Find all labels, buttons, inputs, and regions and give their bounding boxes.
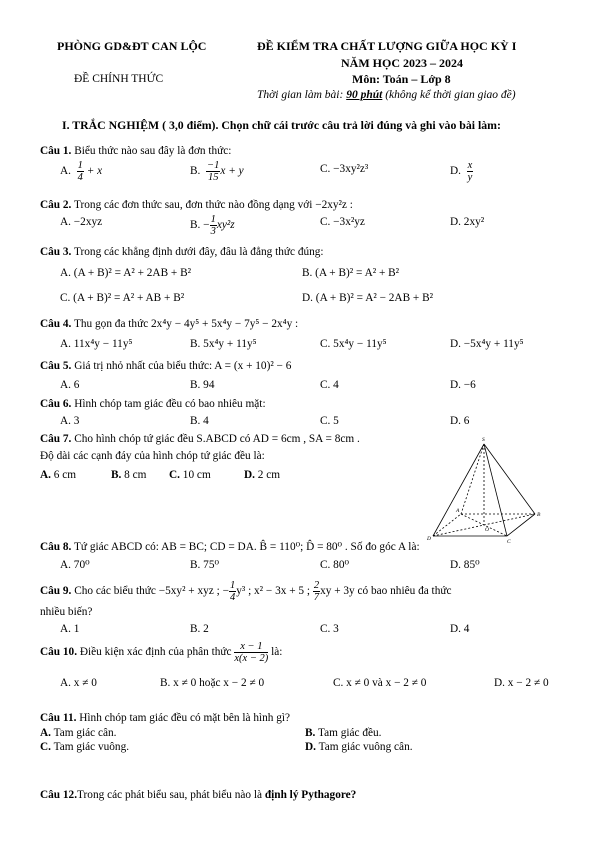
- q11-option-d: D. Tam giác vuông cân.: [305, 741, 413, 753]
- time-prefix: Thời gian làm bài:: [257, 89, 347, 101]
- q3-option-a: A. (A + B)² = A² + 2AB + B²: [60, 267, 192, 279]
- question-4: Câu 4. Thu gọn đa thức 2x⁴y − 4y⁵ + 5x⁴y − 7y⁵ − 2x⁴y :: [40, 318, 299, 330]
- q1-option-c: C. −3xy²z³: [320, 163, 369, 175]
- q9-option-b: B. 2: [190, 623, 209, 635]
- vertex-c: C: [507, 539, 511, 544]
- q11-option-a: A. Tam giác cân.: [40, 727, 117, 739]
- section-heading: I. TRẮC NGHIỆM ( 3,0 điểm). Chọn chữ cái trước câu trả lời đúng và ghi vào bài làm:: [62, 118, 501, 132]
- q4-option-d: D. −5x⁴y + 11y⁵: [450, 338, 524, 350]
- q2-option-a: A. −2xyz: [60, 216, 103, 228]
- q8-option-b: B. 75⁰: [190, 559, 220, 571]
- q10-option-d: D. x − 2 ≠ 0: [494, 677, 549, 689]
- question-6: Câu 6. Hình chóp tam giác đều có bao nhiêu mặt:: [40, 398, 266, 410]
- department-name: PHÒNG GD&ĐT CAN LỘC: [57, 39, 207, 53]
- question-3: Câu 3. Trong các khẳng định dưới đây, đâu là đẳng thức đúng:: [40, 246, 324, 258]
- q9-option-d: D. 4: [450, 623, 470, 635]
- q3-option-d: D. (A + B)² = A² − 2AB + B²: [302, 292, 434, 304]
- q10-option-b: B. x ≠ 0 hoặc x − 2 ≠ 0: [160, 677, 265, 689]
- q3-option-c: C. (A + B)² = A² + AB + B²: [60, 292, 185, 304]
- q3-option-b: B. (A + B)² = A² + B²: [302, 267, 400, 279]
- exam-title: ĐỀ KIỂM TRA CHẤT LƯỢNG GIỮA HỌC KỲ I: [257, 39, 517, 53]
- q11-option-c: C. Tam giác vuông.: [40, 741, 130, 753]
- question-12: Câu 12.Trong các phát biểu sau, phát biểu nào là định lý Pythagore?: [40, 789, 357, 801]
- q7-option-b: B. 8 cm: [111, 469, 147, 481]
- vertex-s: S: [482, 437, 485, 443]
- q4-option-b: B. 5x⁴y + 11y⁵: [190, 338, 257, 350]
- q6-option-b: B. 4: [190, 415, 209, 427]
- q1-option-a: A. $\frac{1}{4}$ + x: [60, 160, 103, 184]
- q6-option-a: A. 3: [60, 415, 80, 427]
- vertex-b: B: [537, 512, 541, 518]
- question-11: Câu 11. Hình chóp tam giác đều có mặt bên là hình gì?: [40, 712, 291, 724]
- q5-option-b: B. 94: [190, 379, 215, 391]
- question-8: Câu 8. Tứ giác ABCD có: AB = BC; CD = DA. B̂ = 110⁰; D̂ = 80⁰ . Số đo góc A là:: [40, 541, 420, 553]
- q7-option-d: D. 2 cm: [244, 469, 281, 481]
- q9-option-c: C. 3: [320, 623, 339, 635]
- q8-option-d: D. 85⁰: [450, 559, 480, 571]
- q5-option-c: C. 4: [320, 379, 339, 391]
- question-1: Câu 1. Biểu thức nào sau đây là đơn thức:: [40, 145, 232, 157]
- q9-option-a: A. 1: [60, 623, 80, 635]
- q8-option-c: C. 80⁰: [320, 559, 350, 571]
- q11-option-b: B. Tam giác đều.: [305, 727, 382, 739]
- question-5: Câu 5. Giá trị nhỏ nhất của biểu thức: A = (x + 10)² − 6: [40, 360, 292, 372]
- q1-option-b: B. $\frac{-1}{15}$ x + y: [190, 160, 244, 184]
- subject-line: Môn: Toán – Lớp 8: [352, 72, 451, 86]
- question-9: Câu 9. Cho các biểu thức −5xy² + xyz ; − $\frac{1}{4}$ y³ ; x² − 3x + 5 ; $\frac{2}{7}$ xy + 3y có bao nhiêu đa thức: [40, 580, 452, 604]
- q4-option-a: A. 11x⁴y − 11y⁵: [60, 338, 133, 350]
- q6-option-c: C. 5: [320, 415, 339, 427]
- pyramid-figure: [425, 436, 573, 544]
- vertex-d: D: [427, 536, 431, 542]
- q5-option-a: A. 6: [60, 379, 80, 391]
- q7-option-c: C. 10 cm: [169, 469, 211, 481]
- time-value: 90 phút: [346, 89, 383, 101]
- official-label: ĐỀ CHÍNH THỨC: [74, 73, 164, 85]
- time-line: [257, 89, 516, 102]
- vertex-a: A: [456, 508, 460, 514]
- question-9-line2: nhiều biến?: [40, 606, 93, 618]
- time-suffix: (không kể thời gian giao đề): [382, 89, 516, 101]
- q2-option-b: B. − $\frac{1}{3}$ xy²z: [190, 214, 235, 238]
- question-2: Câu 2. Trong các đơn thức sau, đơn thức nào đồng dạng với −2xy²z :: [40, 199, 353, 211]
- vertex-o: O: [485, 527, 489, 533]
- school-year: NĂM HỌC 2023 – 2024: [341, 56, 463, 70]
- question-7: Câu 7. Cho hình chóp tứ giác đều S.ABCD có AD = 6cm , SA = 8cm .: [40, 433, 360, 445]
- q4-option-c: C. 5x⁴y − 11y⁵: [320, 338, 387, 350]
- q2-option-d: D. 2xy²: [450, 216, 485, 228]
- question-10: Câu 10. Điều kiện xác định của phân thức $\frac{x - 1}{x(x - 2)}$ là:: [40, 641, 283, 665]
- q2-option-c: C. −3x²yz: [320, 216, 365, 228]
- q6-option-d: D. 6: [450, 415, 470, 427]
- q1-option-d: D. $\frac{x}{y}$: [450, 160, 473, 184]
- q5-option-d: D. −6: [450, 379, 476, 391]
- question-7-line2: Độ dài các cạnh đáy của hình chóp tứ giác đều là:: [40, 450, 265, 462]
- q10-option-c: C. x ≠ 0 và x − 2 ≠ 0: [333, 677, 427, 689]
- q8-option-a: A. 70⁰: [60, 559, 90, 571]
- q7-option-a: A. 6 cm: [40, 469, 77, 481]
- q10-option-a: A. x ≠ 0: [60, 677, 97, 689]
